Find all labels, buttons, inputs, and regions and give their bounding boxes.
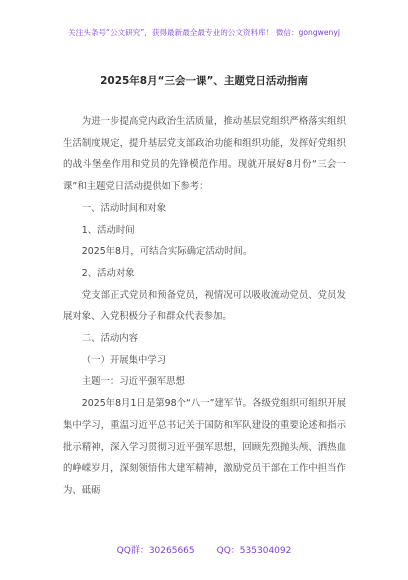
body-paragraph: 党支部正式党员和预备党员，视情况可以吸收流动党员、党员发展对象、入党积极分子和群众代表参加。 (63, 289, 346, 323)
subsection-heading: 2、活动对象 (81, 267, 135, 279)
qq-group-text: QQ群：30265665 (116, 546, 195, 556)
subsection-heading: 1、活动时间 (81, 224, 135, 236)
intro-paragraph: 为进一步提高党内政治生活质量，推动基层党组织严格落实组织生活制度规定，提升基层党支部政治功能和组织功能，发挥好党组织的战斗堡垒作用和党员的先锋模范作用。现就开展好8月份“三会一课”和主题党日活动提供如下参考： (63, 116, 346, 193)
subsection-heading: （一）开展集中学习 (81, 354, 167, 366)
qq-contact-text: QQ：535304092 (216, 546, 292, 556)
body-paragraph: 2025年8月，可结合实际确定活动时间。 (81, 246, 253, 258)
body-paragraph: 2025年8月1日是第98个“八一”建军节。各级党组织可组织开展集中学习，重温习近平总书记关于国防和军队建设的重要论述和指示批示精神，深入学习贯彻习近平强军思想，回顾先烈抛头颅、洒热血的峥嵘岁月，深刻领悟伟大建军精神，激励党员干部在工作中担当作为、砥砺 (63, 398, 346, 496)
promo-banner: 关注头条号“公文研究”，获得最新最全最专业的公文资料库！ 微信：gongwenyj (68, 28, 340, 37)
document-title: 2025年8月“三会一课”、主题党日活动指南 (100, 75, 308, 87)
section-heading: 二、活动内容 (81, 333, 139, 345)
footer-contact (0, 543, 408, 556)
topic-heading: 主题一：习近平强军思想 (81, 376, 185, 388)
section-heading: 一、活动时间和对象 (81, 202, 167, 214)
document-body (63, 111, 346, 502)
